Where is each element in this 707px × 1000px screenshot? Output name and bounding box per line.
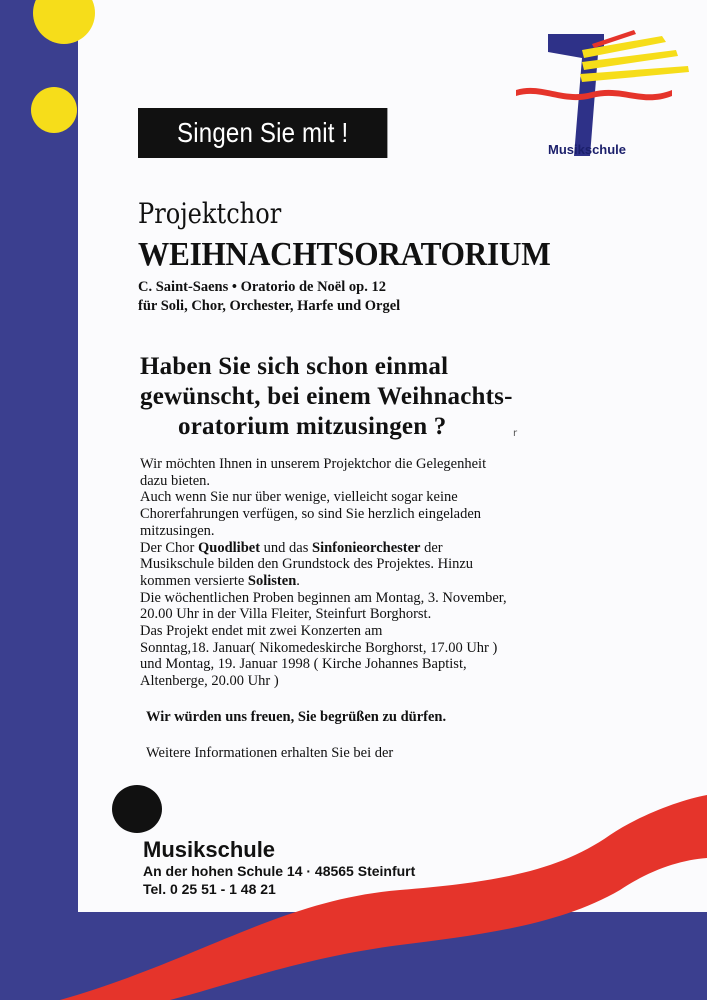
more-info-line: Weitere Informationen erhalten Sie bei der bbox=[146, 745, 394, 761]
question-line-2: gewünscht, bei einem Weihnachts- bbox=[140, 383, 513, 410]
address-name: Musikschule bbox=[143, 837, 276, 862]
choir-name: Quodlibet bbox=[198, 539, 261, 556]
black-dot bbox=[112, 785, 162, 833]
address-street: An der hohen Schule 14 · 48565 Steinfurt bbox=[143, 863, 416, 879]
soloists-label: Solisten bbox=[247, 572, 297, 589]
orchestra-name: Sinfonieorchester bbox=[312, 539, 421, 556]
stray-mark: r bbox=[513, 428, 518, 439]
body-line: Chorerfahrungen verfügen, so sind Sie herzlich eingeladen bbox=[140, 506, 482, 523]
body-line: 20.00 Uhr in der Villa Fleiter, Steinfurt Borghorst. bbox=[140, 606, 432, 623]
body-text: kommen versierte bbox=[140, 572, 248, 589]
body-text: der bbox=[420, 539, 443, 556]
body-line bbox=[140, 540, 620, 557]
body-line: dazu bieten. bbox=[140, 472, 211, 489]
question-heading bbox=[140, 352, 513, 442]
body-text: Der Chor bbox=[140, 539, 198, 556]
title-line-2: WEIHNACHTSORATORIUM bbox=[138, 236, 551, 273]
subtitle bbox=[138, 278, 400, 316]
body-line: Wir möchten Ihnen in unserem Projektchor die Gelegenheit bbox=[140, 456, 487, 472]
body-line: Altenberge, 20.00 Uhr ) bbox=[140, 673, 279, 690]
body-text: . bbox=[296, 572, 300, 589]
subtitle-line-1: C. Saint-Saens • Oratorio de Noël op. 12 bbox=[138, 279, 386, 295]
body-line: Musikschule bilden den Grundstock des Projektes. Hinzu bbox=[140, 556, 474, 573]
question-line-3: oratorium mitzusingen ? bbox=[178, 413, 447, 440]
closing-line: Wir würden uns freuen, Sie begrüßen zu dürfen. bbox=[146, 709, 447, 725]
body-line: Auch wenn Sie nur über wenige, vielleicht sogar keine bbox=[140, 489, 458, 506]
title-line-1: Projektchor bbox=[138, 197, 282, 230]
body-line bbox=[140, 573, 620, 590]
yellow-dot-left bbox=[31, 87, 77, 133]
question-line-1: Haben Sie sich schon einmal bbox=[140, 353, 449, 380]
body-line: Das Projekt endet mit zwei Konzerten am bbox=[140, 623, 383, 640]
slogan-banner: Singen Sie mit ! bbox=[138, 108, 387, 158]
body-line: Die wöchentlichen Proben beginnen am Montag, 3. November, bbox=[140, 589, 507, 606]
body-line: Sonntag,18. Januar( Nikomedeskirche Borghorst, 17.00 Uhr ) bbox=[140, 639, 498, 656]
address-phone: Tel. 0 25 51 - 1 48 21 bbox=[143, 881, 276, 897]
body-line: und Montag, 19. Januar 1998 ( Kirche Johannes Baptist, bbox=[140, 656, 467, 673]
body-text: und das bbox=[260, 539, 313, 556]
body-line: mitzusingen. bbox=[140, 522, 215, 539]
body-paragraph bbox=[140, 456, 620, 690]
subtitle-line-2: für Soli, Chor, Orchester, Harfe und Orgel bbox=[138, 298, 401, 314]
logo-label: Musikschule bbox=[548, 142, 627, 157]
